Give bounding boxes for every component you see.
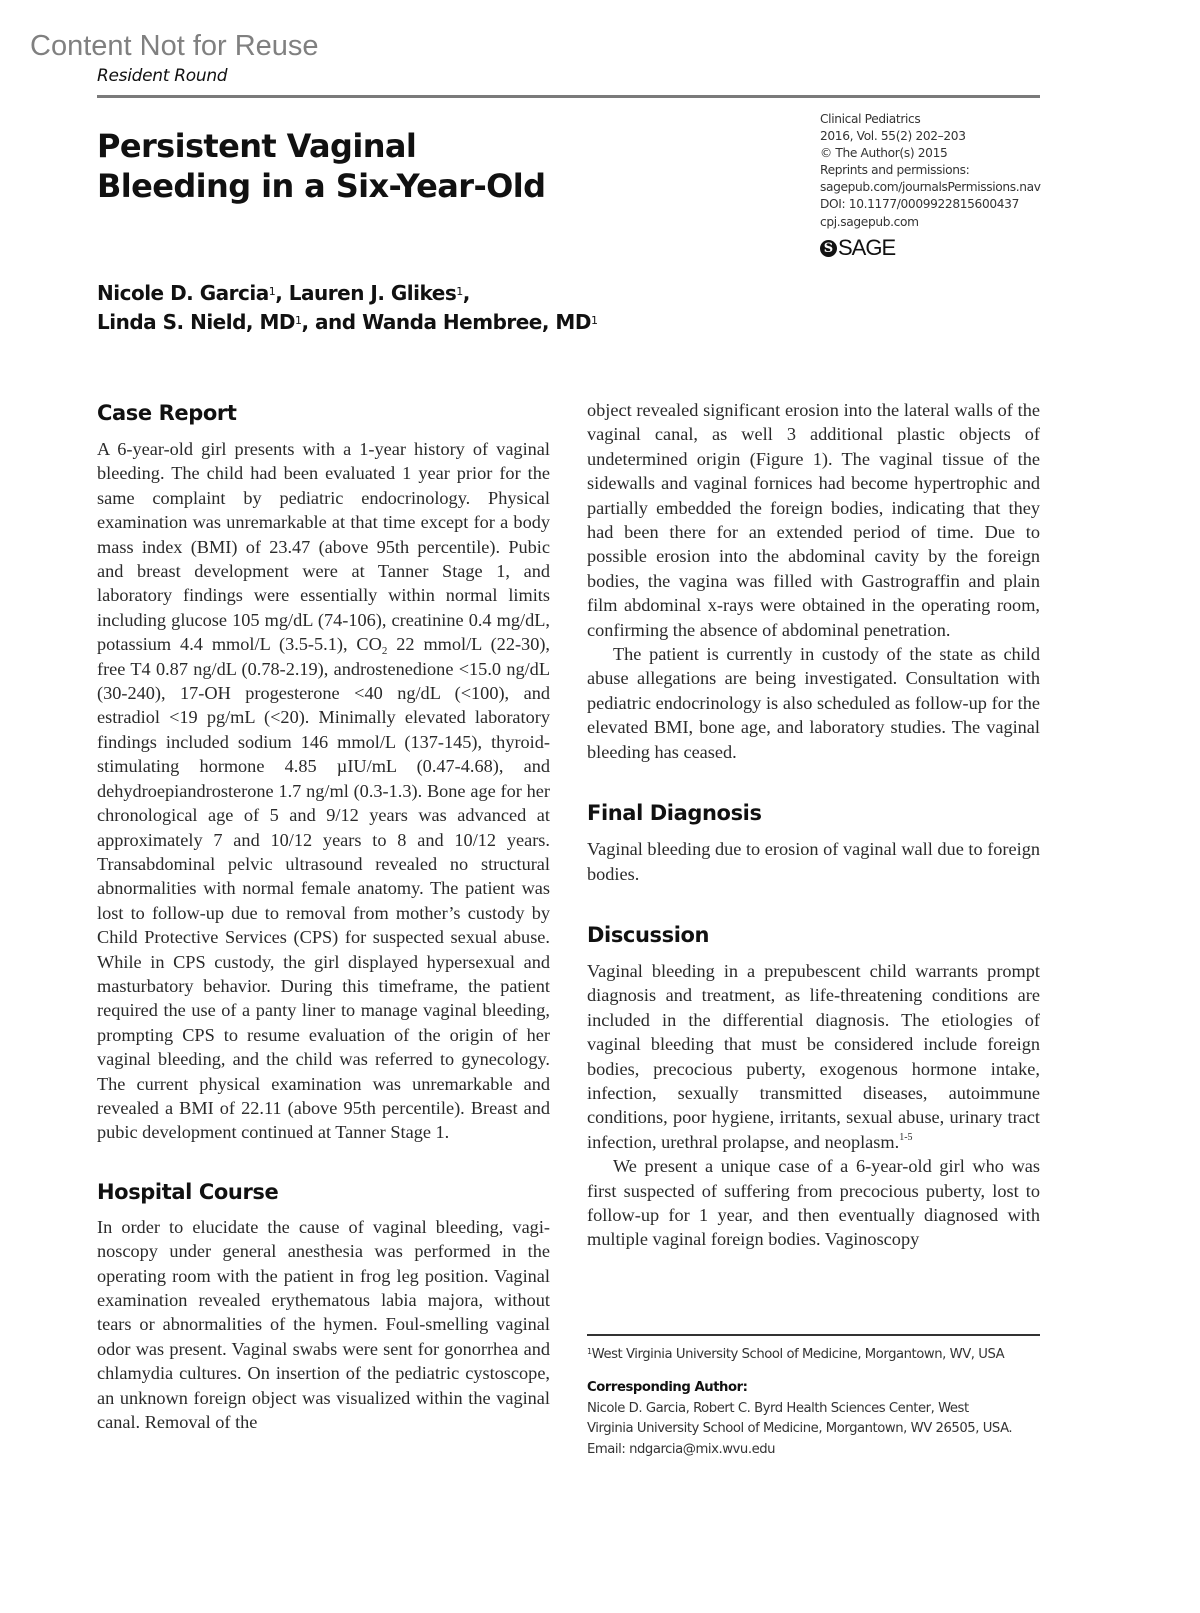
author-name: Nicole D. Garcia [97,281,269,305]
section-heading-final-diagnosis: Final Diagnosis [587,801,762,826]
corresponding-author-line-2: Virginia University School of Medicine, Morgantown, WV 26505, USA. [587,1421,1013,1436]
title-line-1: Persistent Vaginal [97,127,417,165]
final-diagnosis-paragraph: Vaginal bleeding due to erosion of vaginal wall due to foreign bodies. [587,839,1040,884]
citation-reference[interactable]: 1-5 [899,1131,913,1143]
case-report-paragraph [97,437,550,1145]
corresponding-author-email[interactable]: Email: ndgarcia@mix.wvu.edu [587,1441,776,1457]
watermark: Content Not for Reuse [30,30,319,62]
sage-circle-icon: S [820,240,837,257]
co2-subscript: 2 [381,645,388,658]
corresponding-author-label: Corresponding Author: [587,1380,748,1395]
affiliation-marker: 1 [590,314,598,327]
author-separator: , [462,281,470,305]
case-report-text-b: 22 mmol/L (22-30), free T4 0.87 ng/dL (0.78-2.19), androstenedione <15.0 ng/dL (30-240), 17-OH progesterone <40 ng/dL (<100), and estradiol <19 pg/mL (<20). Minimally elevated laboratory findings included sodium 146 mmol/L (137-145), thyroid-stimulating hormone 4.85 µIU/mL (0.47-4.68), and dehydroepiandrosterone 1.7 ng/ml (0.3-1.3). Bone age for her chronological age of 5 and 9/12 years was advanced at approximately 7 and 10/12 years to 8 and 10/12 years. Transabdominal pelvic ultrasound revealed no structural abnormalities with normal female anatomy. The patient was lost to follow-up due to removal from mother’s custody by Child Protective Services (CPS) for suspected sexual abuse. While in CPS custody, the girl displayed hypersexual and masturbatory behavior. During this timeframe, the patient required the use of a panty liner to manage vaginal bleeding, prompting CPS to resume evaluation of the origin of her vaginal bleeding, and the child was referred to gynecology. The current physical examination was unremarkable and revealed a BMI of 22.11 (above 95th percentile). Breast and pubic development continued at Tanner Stage 1. [97,634,550,1143]
journal-site-link[interactable]: cpj.sagepub.com [820,214,919,229]
author-separator: , and [301,310,363,334]
corresponding-author [587,1378,1012,1460]
author-name: Linda S. Nield, MD [97,310,295,334]
footnote-rule [587,1334,1040,1336]
reprints-label: Reprints and permissions: [820,163,970,178]
journal-name: Clinical Pediatrics [820,112,921,126]
left-column [97,398,550,1434]
article-title [97,126,545,206]
author-name: Wanda Hembree, MD [362,310,591,334]
section-heading-discussion: Discussion [587,922,710,947]
running-head: Resident Round [97,66,228,86]
affiliation-marker: 1 [294,314,302,327]
title-line-2: Bleeding in a Six-Year-Old [97,167,546,205]
corresponding-author-line-1: Nicole D. Garcia, Robert C. Byrd Health Sciences Center, West [587,1400,969,1416]
affiliation-text: West Virginia University School of Medicine, Morgantown, WV, USA [591,1347,1005,1362]
copyright: © The Author(s) 2015 [820,146,948,161]
doi[interactable]: DOI: 10.1177/0009922815600437 [820,197,1019,212]
hospital-course-paragraph-2: The patient is currently in custody of the state as child abuse allegations are being investigated. Consultation with pediatric endocrinology is also scheduled as follow-up for the elevated BMI, bone age, and laboratory studies. The vaginal bleeding has ceased. [587,644,1040,762]
sage-wordmark: SAGE [838,235,896,260]
hospital-course-paragraph-1a: In order to elucidate the cause of vaginal bleeding, vaginoscopy under general anesthesia was performed in the operating room with the patient in frog leg position. Vaginal examination revealed erythematous labia majora, without tears or abnormalities of the hymen. Foul-smelling vaginal odor was present. Vaginal swabs were sent for gonorrhea and chlamydia cultures. On insertion of the pediatric cystoscope, an unknown foreign object was visualized within the vaginal canal. Removal of the [97,1216,550,1433]
author-list [97,279,597,337]
section-heading-case-report: Case Report [97,401,237,425]
author-line-2 [97,308,597,337]
discussion-text: Vaginal bleeding in a prepubescent child warrants prompt diagnosis and treatment, as life-threatening conditions are included in the differential diagnosis. The etiologies of vaginal bleeding that must be considered include foreign bodies, precocious puberty, exogenous hormone intake, infection, sexually transmitted diseases, autoimmune conditions, poor hygiene, irritants, sexual abuse, urinary tract infection, urethral prolapse, and neoplasm. [587,960,1040,1152]
author-line-1 [97,279,597,308]
sage-logo [820,235,895,261]
discussion-paragraph-1 [587,959,1040,1154]
hospital-course-paragraph-1b: object revealed significant erosion into the lateral walls of the vaginal canal, as well 3 additional plastic objects of undetermined origin (Figure 1). The vaginal tissue of the sidewalls and vaginal fornices had become hypertrophic and partially embedded the foreign bodies, indicating that they had been there for an extended period of time. Due to possible erosion into the abdominal cavity by the foreign bodies, the vagina was filled with Gastrograffin and plain film abdominal x-rays were obtained in the operating room, confirming the absence of abdominal penetration. [587,400,1040,640]
right-column [587,398,1040,1252]
section-heading-hospital-course: Hospital Course [97,1179,279,1204]
journal-volume: 2016, Vol. 55(2) 202–203 [820,129,966,144]
header-rule [97,95,1040,98]
discussion-paragraph-2: We present a unique case of a 6-year-old girl who was first suspected of suffering from precocious puberty, lost to follow-up for 1 year, and then eventually diagnosed with multiple vaginal foreign bodies. Vaginoscopy [587,1156,1040,1250]
author-separator: , [275,281,289,305]
affiliation-footnote [587,1347,1047,1362]
case-report-text-a: A 6-year-old girl presents with a 1-year history of vaginal bleeding. The child had been evaluated 1 year prior for the same complaint by pediatric endocrinology. Physical examination was unremarkable at that time except for a body mass index (BMI) of 23.47 (above 95th percentile). Pubic and breast development were at Tanner Stage 1, and laboratory findings were essentially within normal limits including glucose 105 mg/dL (74-106), creatinine 0.4 mg/dL, potassium 4.4 mmol/L (3.5-5.1), CO [97,439,550,655]
affiliation-marker: 1 [587,1347,592,1356]
author-name: Lauren J. Glikes [288,281,457,305]
affiliation-marker: 1 [456,285,463,298]
journal-info [820,111,1041,231]
reprints-link[interactable]: sagepub.com/journalsPermissions.nav [820,180,1041,195]
affiliation-marker: 1 [268,285,276,298]
